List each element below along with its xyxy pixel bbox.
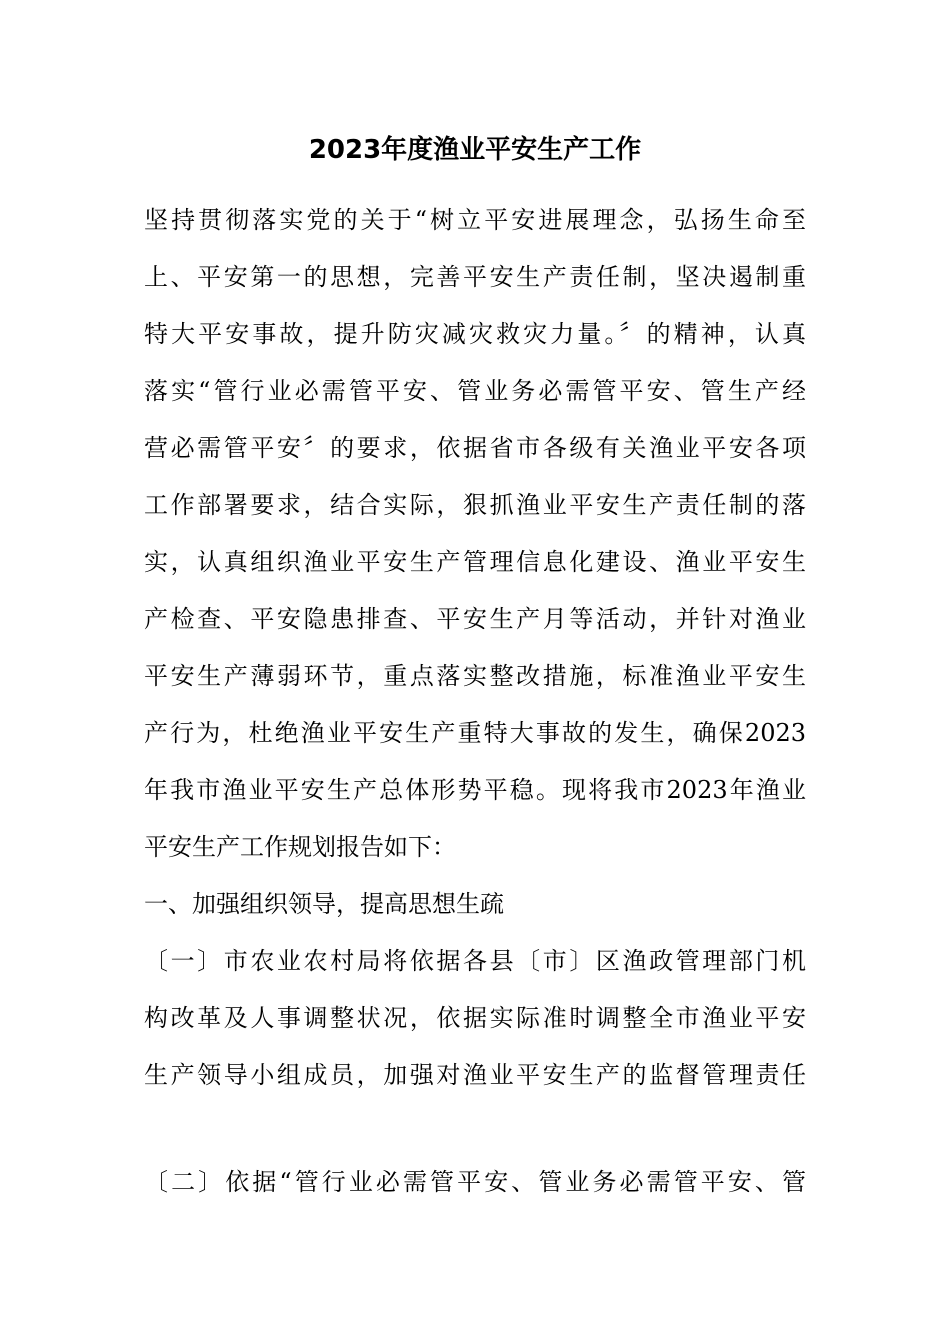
paragraph-line: 平安生产工作规划报告如下：	[144, 833, 456, 861]
document-title: 2023年度渔业平安生产工作	[308, 135, 642, 165]
paragraph-line: 〔二〕依据“管行业必需管平安、管业务必需管平安、管	[144, 1168, 806, 1196]
section-heading: 一、加强组织领导，提高思想生疏	[144, 890, 504, 918]
paragraph-line: 平安生产薄弱环节，重点落实整改措施，标准渔业平安生	[144, 662, 806, 690]
paragraph-line: 上、平安第一的思想，完善平安生产责任制，坚决遏制重	[144, 263, 806, 291]
paragraph-line: 实，认真组织渔业平安生产管理信息化建设、渔业平安生	[144, 548, 806, 576]
paragraph-line: 营必需管平安〞的要求，依据省市各级有关渔业平安各项	[144, 434, 806, 462]
paragraph-line: 〔一〕市农业农村局将依据各县〔市〕区渔政管理部门机	[144, 947, 806, 975]
paragraph-line: 落实“管行业必需管平安、管业务必需管平安、管生产经	[144, 377, 806, 405]
paragraph-line: 坚持贯彻落实党的关于“树立平安进展理念，弘扬生命至	[144, 206, 806, 234]
paragraph-line: 年我市渔业平安生产总体形势平稳。现将我市2023年渔业	[144, 776, 806, 804]
paragraph-line: 产行为，杜绝渔业平安生产重特大事故的发生，确保2023	[144, 719, 806, 747]
paragraph-line: 产检查、平安隐患排查、平安生产月等活动，并针对渔业	[144, 605, 806, 633]
paragraph-line: 构改革及人事调整状况，依据实际准时调整全市渔业平安	[144, 1004, 806, 1032]
paragraph-line: 工作部署要求，结合实际，狠抓渔业平安生产责任制的落	[144, 491, 806, 519]
paragraph-line: 生产领导小组成员，加强对渔业平安生产的监督管理责任	[144, 1061, 806, 1089]
paragraph-line: 特大平安事故，提升防灾减灾救灾力量。〞的精神，认真	[144, 320, 806, 348]
